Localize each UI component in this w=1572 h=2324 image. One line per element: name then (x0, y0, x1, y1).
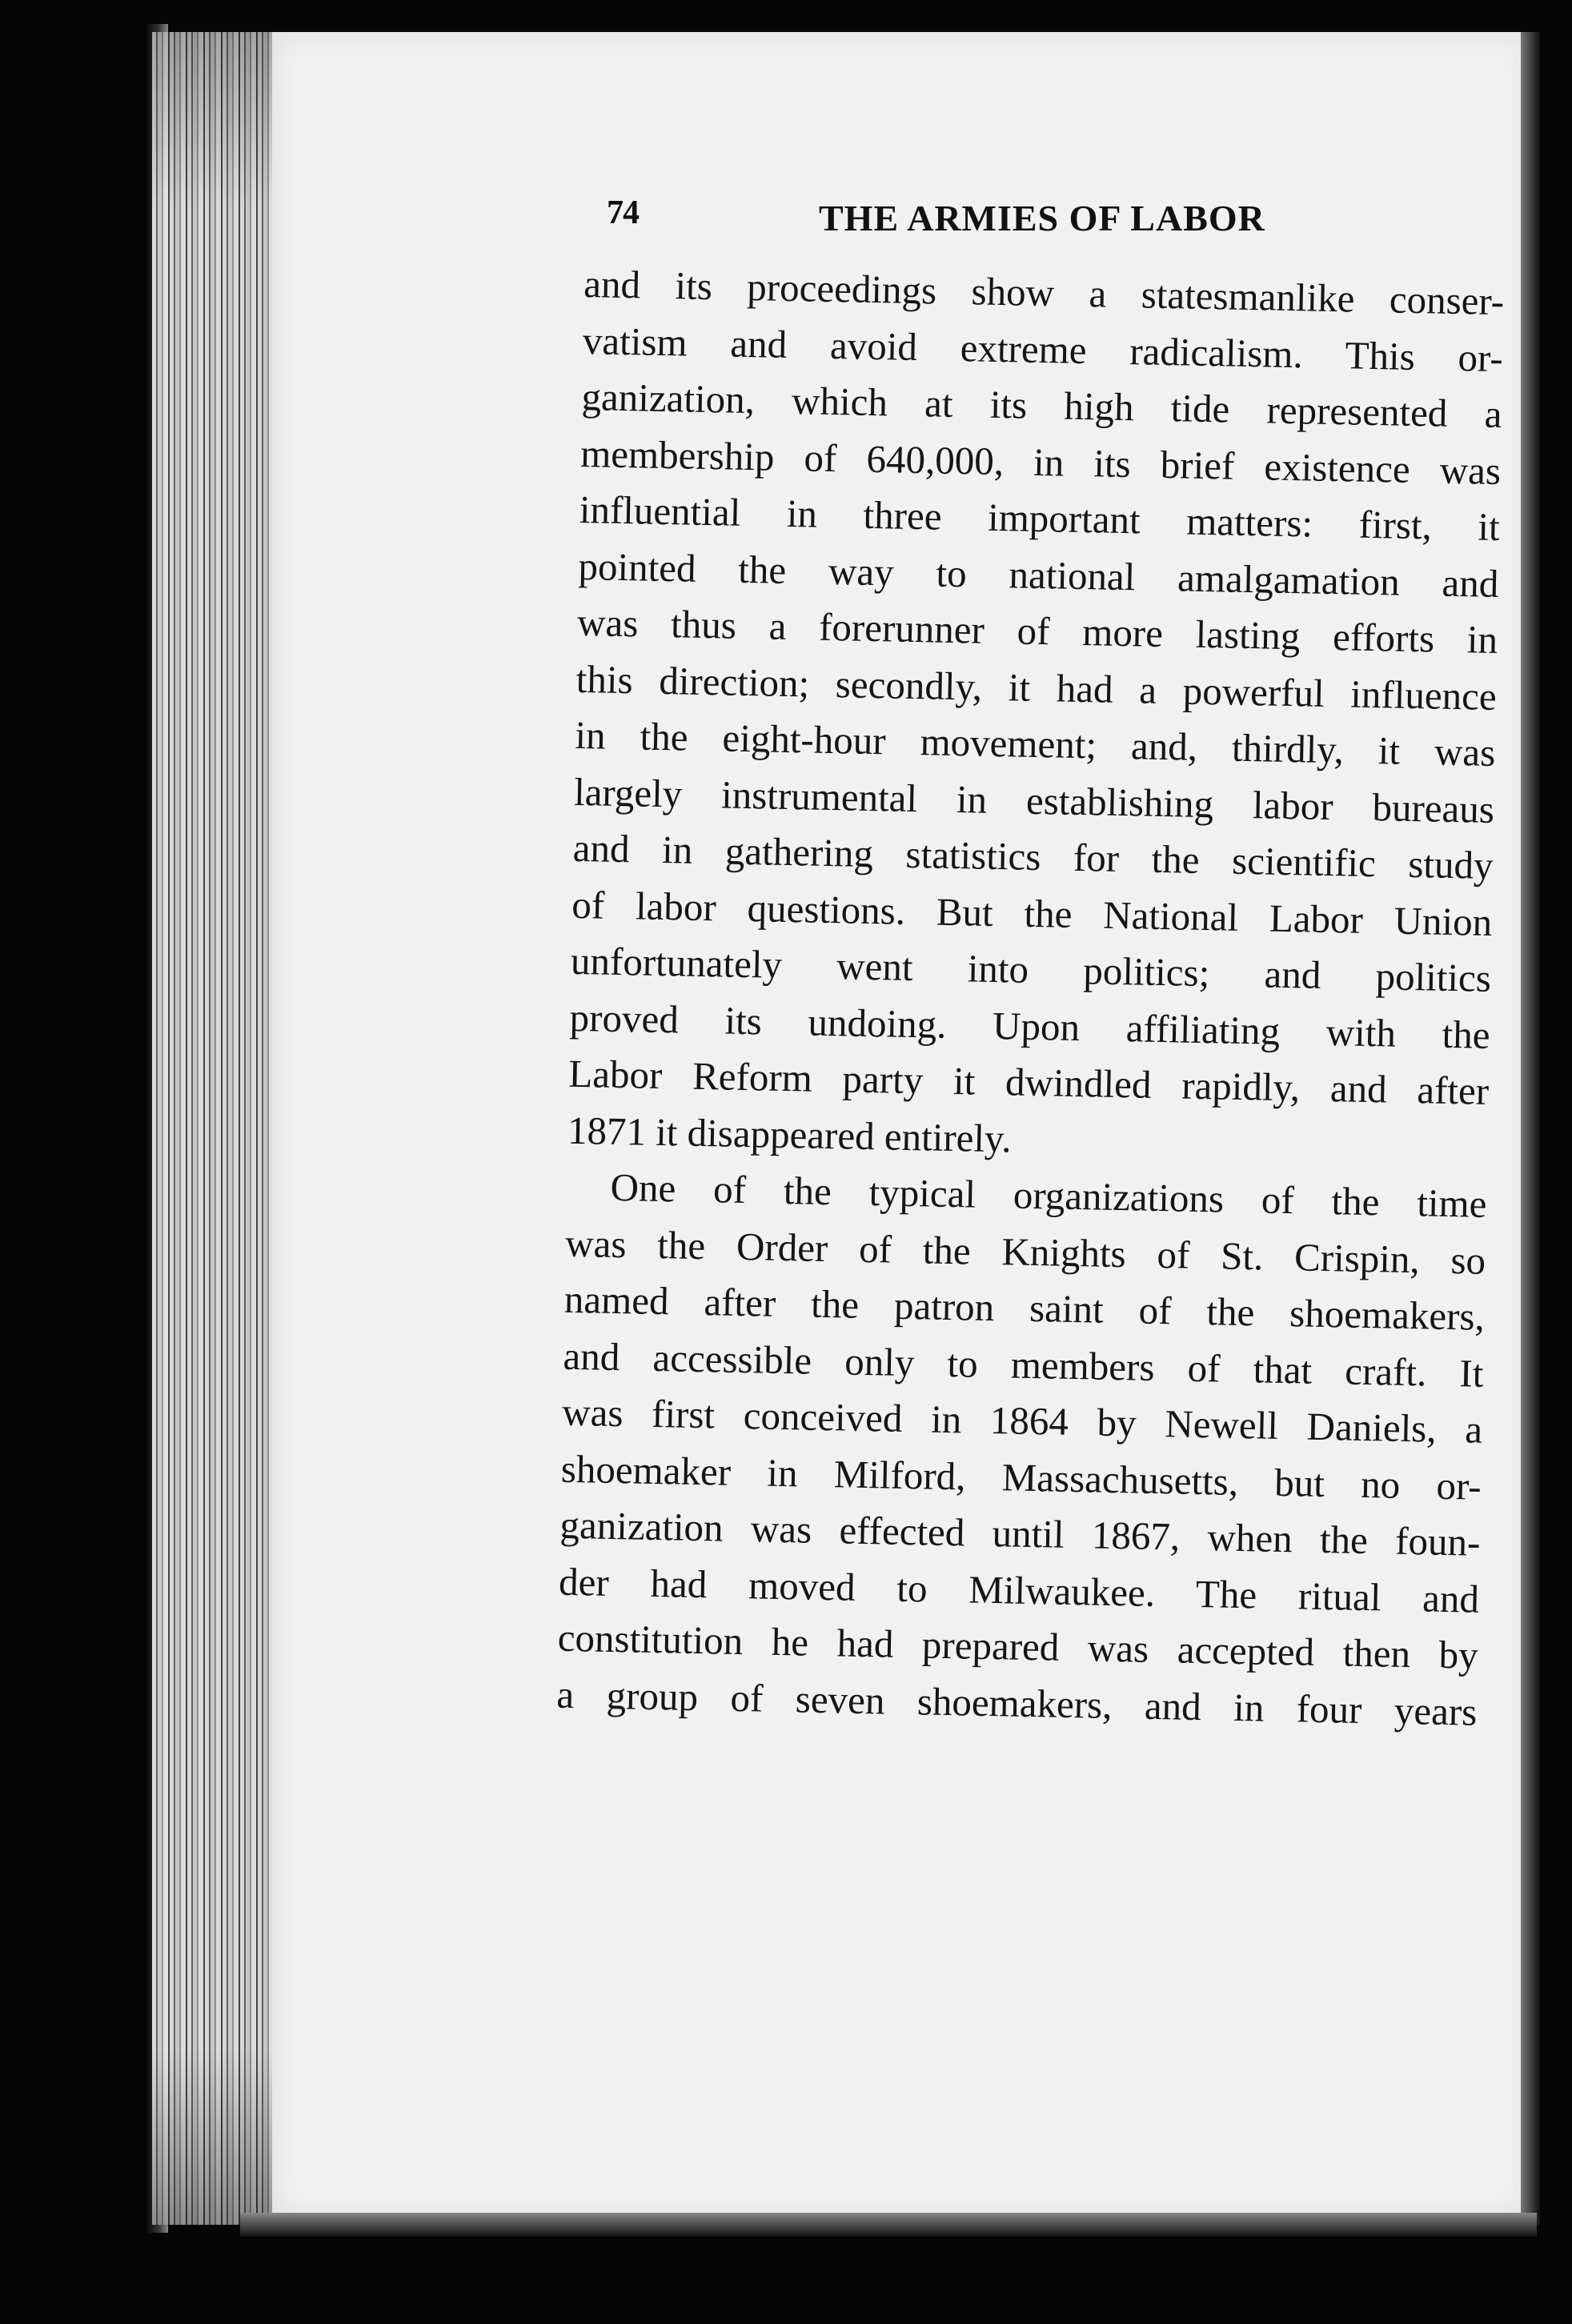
text-line: One of the typical organizations of the time (610, 1164, 1487, 1226)
paragraph (567, 256, 1504, 1176)
text-line: and in gathering statistics for the scientific study (572, 825, 1494, 888)
paragraph (556, 1159, 1487, 1741)
text-line: was first conceived in 1864 by Newell Daniels, a (561, 1389, 1483, 1452)
text-line: a group of seven shoemakers, and in four years (555, 1672, 1478, 1734)
text-line: this direction; secondly, it had a powerful influence (575, 656, 1498, 719)
text-line: Labor Reform party it dwindled rapidly, and after (567, 1051, 1490, 1113)
page-right-edge (1521, 32, 1540, 2225)
text-line: ganization was effected until 1867, when the foun- (559, 1502, 1481, 1565)
text-line: influential in three important matters: first, it (579, 487, 1501, 550)
text-line: largely instrumental in establishing labor bureaus (573, 769, 1495, 831)
text-line: of labor questions. But the National Labor Union (571, 882, 1493, 944)
text-line: named after the patron saint of the shoemakers, (563, 1276, 1486, 1339)
running-head: THE ARMIES OF LABOR (819, 198, 1265, 238)
text-line: 1871 it disappeared entirely. (567, 1108, 1013, 1160)
text-line: proved its undoing. Upon affiliating with the (569, 995, 1491, 1057)
text-line: was the Order of the Knights of St. Crispin, so (564, 1220, 1486, 1283)
text-line: vatism and avoid extreme radicalism. This or- (582, 318, 1504, 380)
page-header (607, 186, 1311, 250)
text-line: ganization, which at its high tide represented a (581, 374, 1502, 437)
page-number: 74 (607, 194, 639, 231)
page-bottom-edge (240, 2213, 1537, 2237)
body-text (556, 256, 1505, 1741)
text-line: unfortunately went into politics; and politics (570, 938, 1492, 1000)
text-line: was thus a forerunner of more lasting efforts in (576, 599, 1498, 662)
text-line: in the eight-hour movement; and, thirdly, it was (574, 712, 1496, 775)
text-line: and accessible only to members of that craft. It (563, 1333, 1484, 1396)
text-line: and its proceedings show a statesmanlike conser- (583, 261, 1505, 324)
page-edges (152, 32, 280, 2225)
text-line: pointed the way to national amalgamation and (578, 543, 1499, 606)
text-line: shoemaker in Milford, Massachusetts, but no or- (560, 1446, 1482, 1509)
text-line: der had moved to Milwaukee. The ritual and (558, 1559, 1480, 1621)
text-line: membership of 640,000, in its brief existence was (579, 431, 1502, 493)
text-line: constitution he had prepared was accepted then by (557, 1615, 1479, 1677)
